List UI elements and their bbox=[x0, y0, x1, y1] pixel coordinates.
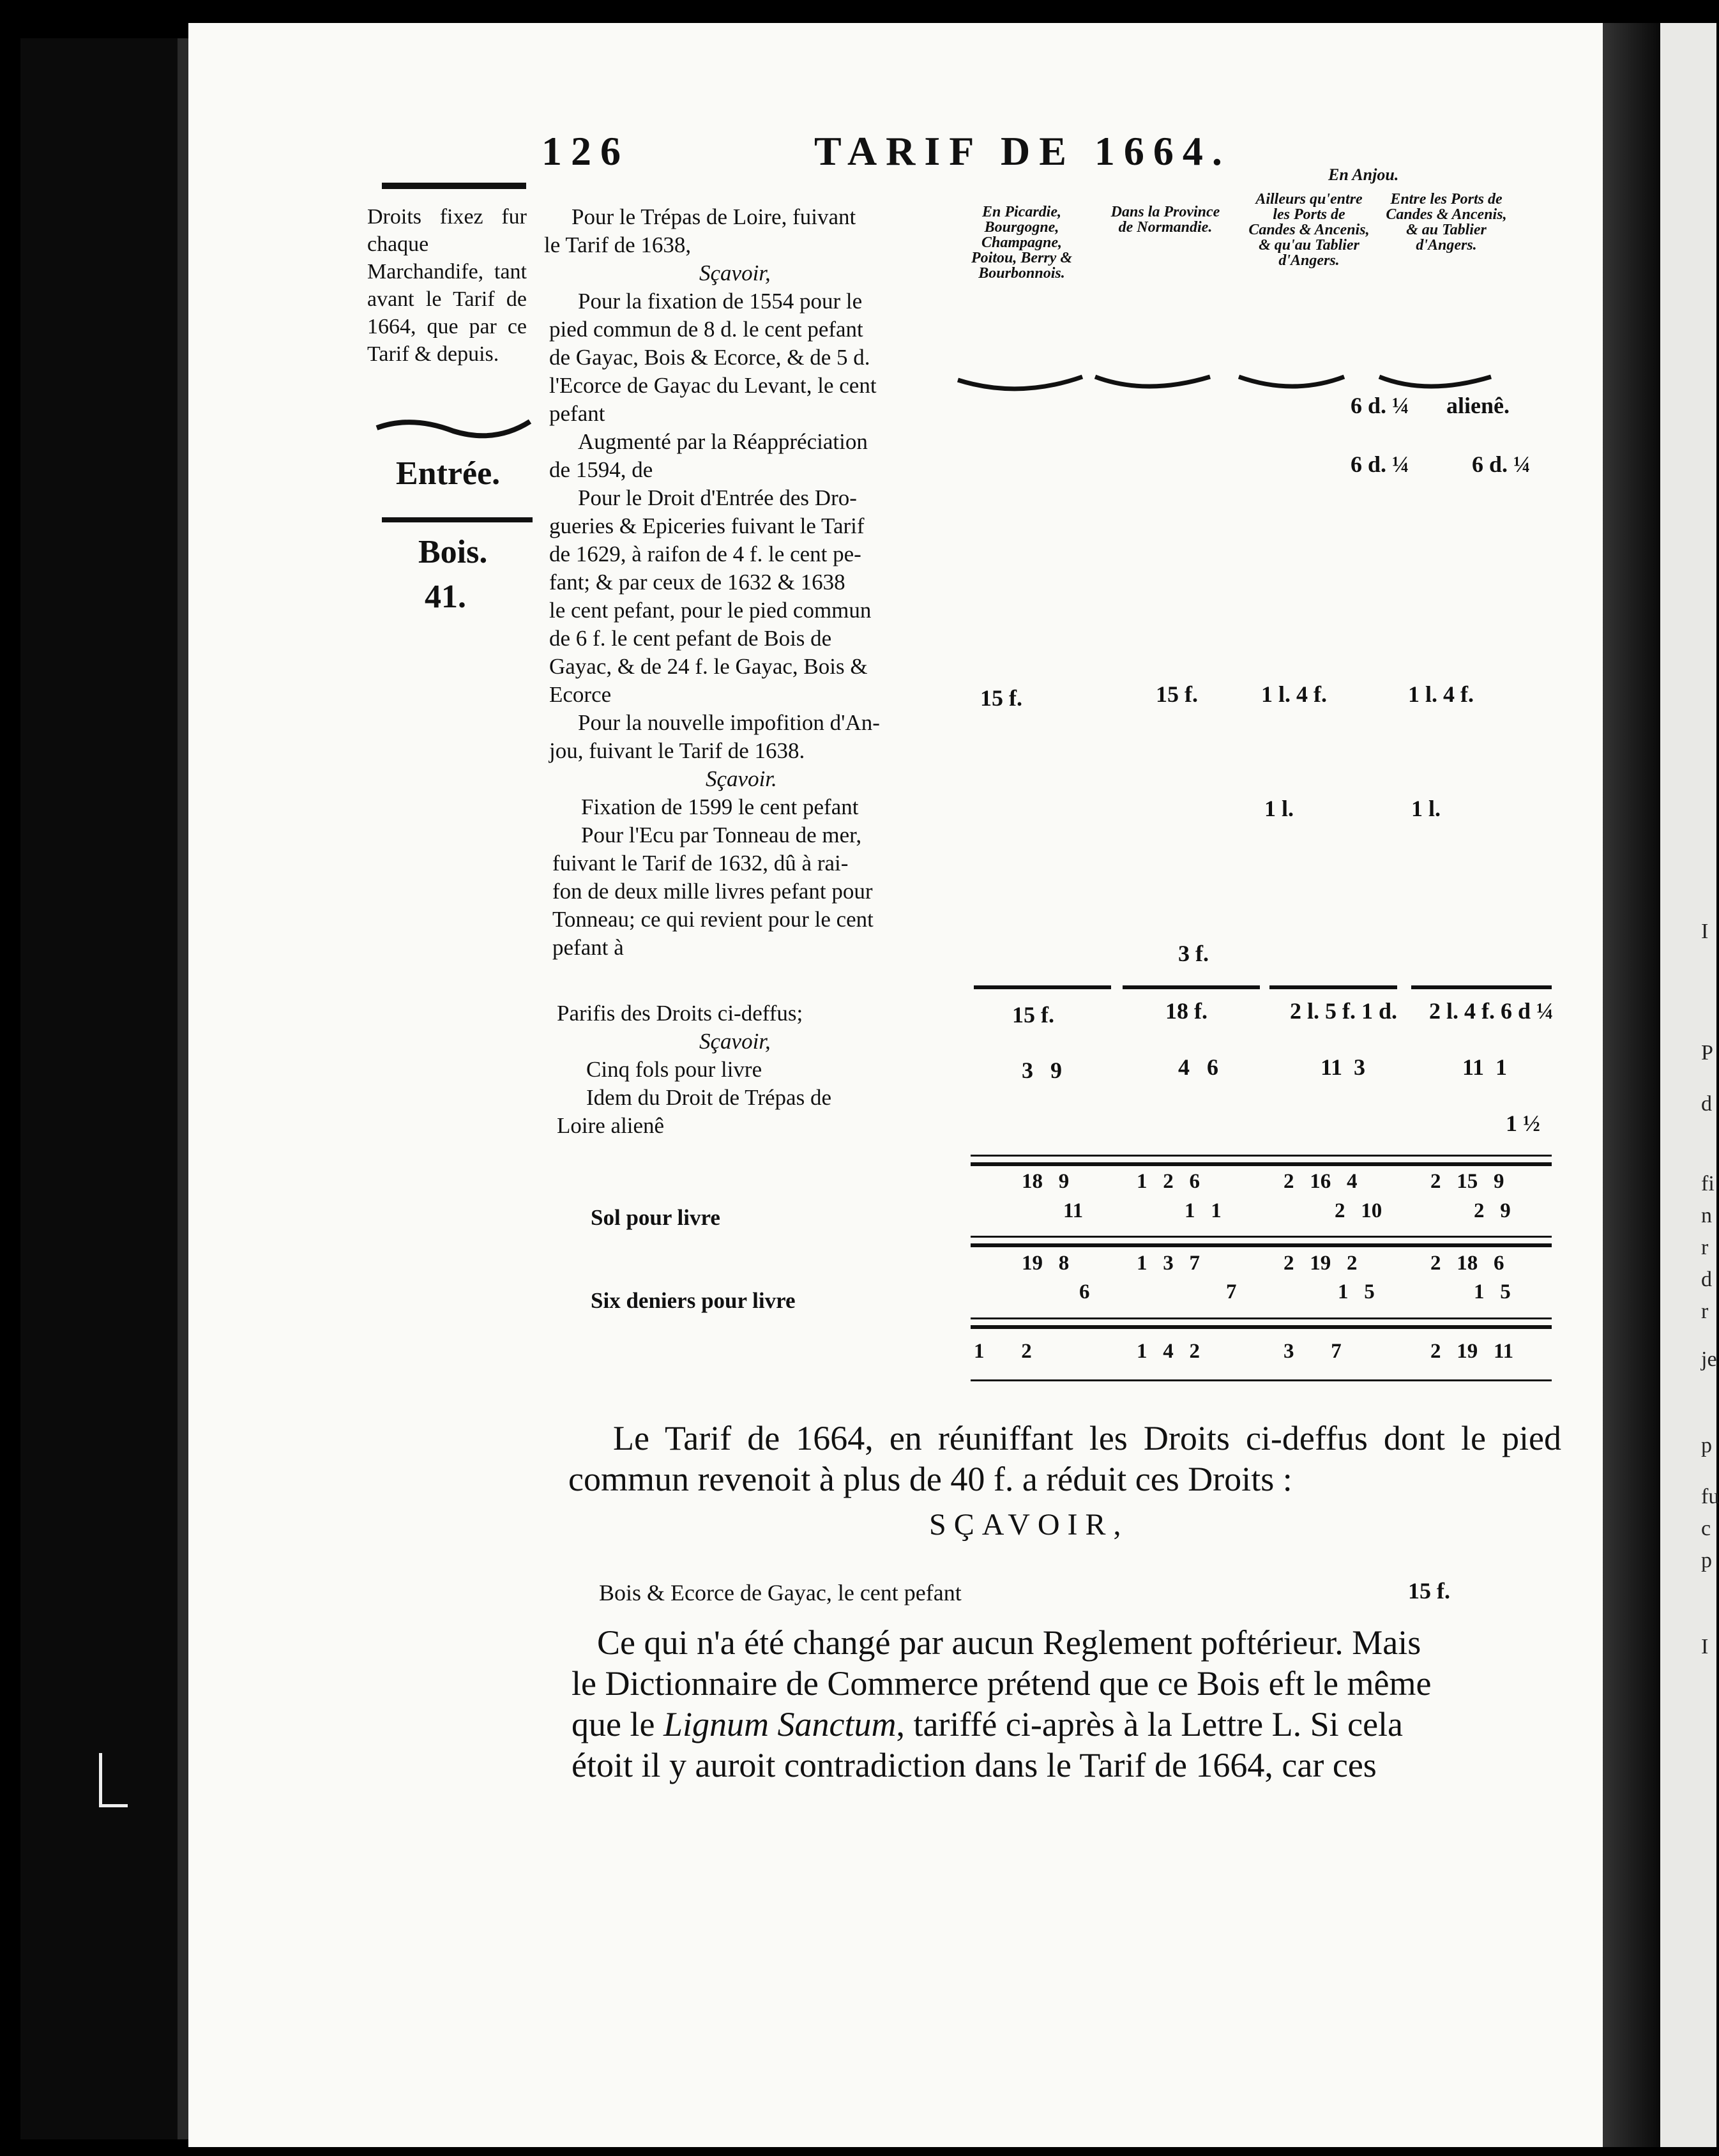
text-line: fant; & par ceux de 1632 & 1638 bbox=[549, 570, 845, 595]
edge-mark bbox=[99, 1753, 128, 1807]
text-line: Six deniers pour livre bbox=[591, 1288, 796, 1313]
text-line: le Tarif de 1638, bbox=[544, 232, 692, 257]
value-cell: 3 9 bbox=[1022, 1058, 1062, 1083]
text-line: Ecorce bbox=[549, 682, 612, 707]
adjacent-text: fi bbox=[1701, 1172, 1715, 1196]
value-cell: 1 4 2 bbox=[1137, 1340, 1200, 1363]
sum-rule bbox=[971, 1236, 1552, 1238]
value-cell: 6 d. ¼ bbox=[1351, 452, 1410, 477]
text-span: que le bbox=[572, 1705, 663, 1743]
value-cell: 18 9 bbox=[1022, 1170, 1070, 1193]
text-line: l'Ecorce de Gayac du Levant, le cent bbox=[549, 373, 877, 398]
page-gutter-shadow bbox=[1603, 23, 1660, 2147]
anjou-label: En Anjou. bbox=[1328, 165, 1399, 184]
paragraph-line: étoit il y auroit contradiction dans le Tarif de 1664, car ces bbox=[572, 1746, 1377, 1784]
column-header-1: En Picardie, Bourgogne, Champagne, Poitou, Berry & Bourbonnois. bbox=[971, 204, 1072, 282]
text-line: pied commun de 8 d. le cent pefant bbox=[549, 317, 863, 342]
value-cell: 11 3 bbox=[1321, 1054, 1366, 1080]
text-line: Augmenté par la Réappréciation bbox=[578, 429, 868, 454]
value-cell: 2 10 bbox=[1335, 1199, 1382, 1222]
value-cell: 6 d. ¼ bbox=[1472, 452, 1531, 477]
sum-rule bbox=[971, 1155, 1552, 1157]
adjacent-text: je bbox=[1701, 1348, 1717, 1371]
adjacent-text: I bbox=[1701, 920, 1709, 943]
sidebar-top-rule bbox=[382, 183, 526, 189]
value-cell: alienê. bbox=[1446, 393, 1510, 418]
value-cell: 2 18 6 bbox=[1430, 1252, 1504, 1275]
value-cell: 1 l. 4 f. bbox=[1408, 681, 1474, 707]
text-line: pefant à bbox=[552, 935, 624, 960]
lignum-sanctum: Lignum Sanctum bbox=[663, 1705, 897, 1743]
page-title: TARIF DE 1664. bbox=[814, 128, 1231, 174]
sum-rule bbox=[1269, 985, 1397, 989]
bois-line: Bois & Ecorce de Gayac, le cent pefant bbox=[599, 1580, 962, 1606]
value-cell: 1 1 bbox=[1185, 1199, 1222, 1222]
sidebar-ornament bbox=[374, 415, 533, 441]
text-line: fon de deux mille livres pefant pour bbox=[552, 879, 873, 904]
value-cell: 1 5 bbox=[1338, 1280, 1375, 1303]
value-cell: 1 l. 4 f. bbox=[1261, 681, 1327, 707]
value-cell: 2 l. 5 f. 1 d. bbox=[1290, 998, 1398, 1024]
sidebar-description: Droits fixez fur chaque Marchandife, tant avant le Tarif de 1664, que par ce Tarif & depuis. bbox=[367, 205, 527, 366]
sum-rule bbox=[971, 1317, 1552, 1319]
text-line: pefant bbox=[549, 401, 605, 426]
scavoir-heading: SÇAVOIR, bbox=[929, 1508, 1129, 1542]
text-line: le cent pefant, pour le pied commun bbox=[549, 598, 872, 623]
value-cell: 11 bbox=[1063, 1199, 1084, 1222]
sidebar-mid-rule bbox=[382, 517, 533, 522]
value-cell: 1 ½ bbox=[1506, 1111, 1540, 1136]
sum-rule bbox=[971, 1162, 1552, 1166]
text-line: de Gayac, Bois & Ecorce, & de 5 d. bbox=[549, 345, 870, 370]
paragraph-line: le Dictionnaire de Commerce prétend que ce Bois eft le même bbox=[572, 1664, 1432, 1703]
adjacent-text: fu bbox=[1701, 1485, 1719, 1508]
adjacent-text: c bbox=[1701, 1517, 1711, 1540]
sum-rule bbox=[1123, 985, 1260, 989]
sidebar-bois-number: 41. bbox=[425, 579, 466, 615]
text-line: de 1629, à raifon de 4 f. le cent pe- bbox=[549, 542, 861, 566]
adjacent-text: r bbox=[1701, 1236, 1709, 1259]
sum-rule bbox=[971, 1243, 1552, 1247]
text-span: , tariffé ci-après à la Lettre L. Si cela bbox=[896, 1705, 1404, 1743]
sidebar-entree: Entrée. bbox=[396, 455, 501, 492]
value-cell: 1 l. bbox=[1411, 796, 1441, 821]
text-line: Fixation de 1599 le cent pefant bbox=[581, 794, 859, 819]
adjacent-text: I bbox=[1701, 1635, 1709, 1659]
text-line: Gayac, & de 24 f. le Gayac, Bois & bbox=[549, 654, 868, 679]
value-cell: 2 9 bbox=[1474, 1199, 1511, 1222]
page-number: 126 bbox=[541, 128, 630, 174]
text-line: fuivant le Tarif de 1632, dû à rai- bbox=[552, 851, 849, 876]
adjacent-page bbox=[1660, 23, 1716, 2147]
text-line: gueries & Epiceries fuivant le Tarif bbox=[549, 513, 865, 538]
text-line: Loire alienê bbox=[557, 1113, 665, 1138]
adjacent-text: n bbox=[1701, 1204, 1712, 1227]
value-cell: 3 f. bbox=[1178, 941, 1209, 966]
value-cell: 15 f. bbox=[1156, 681, 1198, 707]
text-line: jou, fuivant le Tarif de 1638. bbox=[549, 738, 805, 763]
value-cell: 15 f. bbox=[980, 685, 1022, 711]
text-line: Pour la nouvelle impofition d'An- bbox=[578, 710, 880, 735]
text-line: Sçavoir, bbox=[699, 1029, 771, 1054]
adjacent-text: d bbox=[1701, 1268, 1712, 1291]
text-line: Pour le Trépas de Loire, fuivant bbox=[572, 204, 856, 229]
adjacent-text: P bbox=[1701, 1041, 1713, 1065]
value-cell: 2 15 9 bbox=[1430, 1170, 1504, 1193]
sum-rule bbox=[974, 985, 1111, 989]
value-cell: 6 d. ¼ bbox=[1351, 393, 1410, 418]
column-header-4: Entre les Ports de Candes & Ancenis, & au Tablier d'Angers. bbox=[1386, 191, 1507, 254]
text-line: Parifis des Droits ci-deffus; bbox=[557, 1001, 803, 1026]
column-header-3: Ailleurs qu'entre les Ports de Candes & Ancenis, & qu'au Tablier d'Angers. bbox=[1248, 191, 1370, 269]
adjacent-text: p bbox=[1701, 1549, 1712, 1572]
value-cell: 1 2 6 bbox=[1137, 1170, 1200, 1193]
value-cell: 11 1 bbox=[1462, 1054, 1508, 1080]
value-cell: 1 l. bbox=[1264, 796, 1294, 821]
value-cell: 6 bbox=[1079, 1280, 1090, 1303]
value-cell: 7 bbox=[1226, 1280, 1237, 1303]
sum-rule bbox=[1411, 985, 1552, 989]
book-spine bbox=[20, 38, 192, 2139]
value-cell: 1 3 7 bbox=[1137, 1252, 1200, 1275]
value-cell: 19 8 bbox=[1022, 1252, 1070, 1275]
text-line: Sçavoir, bbox=[699, 261, 771, 285]
text-line: Sol pour livre bbox=[591, 1205, 720, 1230]
column-braces bbox=[955, 367, 1517, 399]
text-line: Pour l'Ecu par Tonneau de mer, bbox=[581, 823, 862, 847]
value-cell: 1 2 bbox=[974, 1340, 1032, 1363]
text-line: Tonneau; ce qui revient pour le cent bbox=[552, 907, 874, 932]
adjacent-text: p bbox=[1701, 1434, 1712, 1457]
column-header-2: Dans la Province de Normandie. bbox=[1110, 204, 1220, 236]
value-cell: 1 5 bbox=[1474, 1280, 1511, 1303]
bois-value: 15 f. bbox=[1408, 1578, 1450, 1604]
text-line: Sçavoir. bbox=[706, 766, 777, 791]
value-cell: 4 6 bbox=[1178, 1054, 1218, 1080]
value-cell: 15 f. bbox=[1012, 1002, 1054, 1028]
text-line: de 6 f. le cent pefant de Bois de bbox=[549, 626, 832, 651]
sum-rule bbox=[971, 1325, 1552, 1329]
text-line: Pour le Droit d'Entrée des Dro- bbox=[578, 485, 857, 510]
value-cell: 2 19 11 bbox=[1430, 1340, 1514, 1363]
text-line: Cinq fols pour livre bbox=[586, 1057, 762, 1082]
value-cell: 2 16 4 bbox=[1284, 1170, 1358, 1193]
sidebar-bois: Bois. bbox=[418, 534, 488, 570]
value-cell: 2 l. 4 f. 6 d ¼ bbox=[1429, 998, 1554, 1024]
adjacent-text: r bbox=[1701, 1300, 1709, 1323]
paragraph-line: Ce qui n'a été changé par aucun Reglement poftérieur. Mais bbox=[597, 1623, 1421, 1662]
adjacent-text: d bbox=[1701, 1092, 1712, 1116]
text-line: Pour la fixation de 1554 pour le bbox=[578, 289, 863, 314]
value-cell: 18 f. bbox=[1165, 998, 1208, 1024]
value-cell: 2 19 2 bbox=[1284, 1252, 1358, 1275]
paragraph-summary: Le Tarif de 1664, en réuniffant les Droits ci-deffus dont le pied commun revenoit à plus de 40 f. a réduit ces Droits : bbox=[568, 1419, 1561, 1498]
sum-rule bbox=[971, 1379, 1552, 1381]
value-cell: 3 7 bbox=[1284, 1340, 1342, 1363]
text-line: de 1594, de bbox=[549, 457, 653, 482]
paragraph-line bbox=[572, 1704, 1403, 1745]
text-line: Idem du Droit de Trépas de bbox=[586, 1085, 831, 1110]
